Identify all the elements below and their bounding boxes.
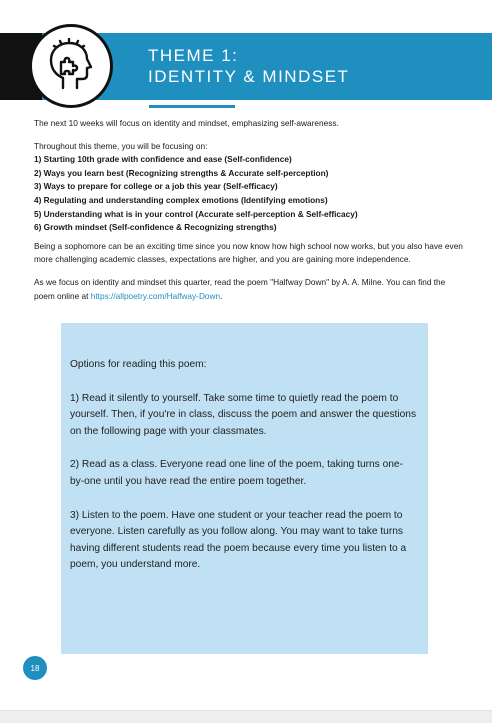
poem-link[interactable]: https://allpoetry.com/Halfway-Down bbox=[90, 290, 221, 301]
focus-item-3: 3) Ways to prepare for college or a job this year (Self-efficacy) bbox=[34, 181, 278, 192]
bottom-bar bbox=[0, 710, 492, 723]
callout-heading: Options for reading this poem: bbox=[70, 359, 207, 370]
intro-paragraph: The next 10 weeks will focus on identity and mindset, emphasizing self-awareness. bbox=[34, 118, 339, 128]
theme-icon-badge bbox=[29, 24, 113, 108]
theme-title-line1: THEME 1: bbox=[148, 46, 239, 65]
focus-item-1: 1) Starting 10th grade with confidence and ease (Self-confidence) bbox=[34, 154, 292, 165]
focus-item-6: 6) Growth mindset (Self-confidence & Recognizing strengths) bbox=[34, 222, 277, 233]
poem-paragraph bbox=[34, 276, 464, 303]
main-content bbox=[34, 117, 464, 303]
title-underline bbox=[149, 105, 235, 108]
theme-title-line2: IDENTITY & MINDSET bbox=[148, 67, 350, 86]
poem-paragraph-text: As we focus on identity and mindset this quarter, read the poem "Halfway Down" by A. A. Milne. You can find the poem online at bbox=[34, 276, 446, 301]
poem-paragraph-end: . bbox=[220, 290, 223, 301]
theme-title bbox=[148, 45, 349, 87]
reading-options-callout bbox=[61, 323, 428, 654]
sophomore-paragraph: Being a sophomore can be an exciting time since you now know how high school now works, but you also have even more challenging academic classes, expectations are higher, and you are gaining more independence. bbox=[34, 240, 463, 265]
page-number: 18 bbox=[23, 656, 47, 680]
head-puzzle-icon bbox=[43, 38, 99, 94]
focus-item-5: 5) Understanding what is in your control (Accurate self-perception & Self-efficacy) bbox=[34, 208, 358, 219]
focus-item-4: 4) Regulating and understanding complex emotions (Identifying emotions) bbox=[34, 194, 328, 205]
callout-option-1: 1) Read it silently to yourself. Take some time to quietly read the poem to yourself. Then, if you're in class, discuss the poem and answer the questions on the following page with your classmates. bbox=[70, 392, 417, 437]
callout-option-2: 2) Read as a class. Everyone read one line of the poem, taking turns one-by-one until you have read the entire poem together. bbox=[70, 459, 403, 487]
callout-option-3: 3) Listen to the poem. Have one student or your teacher read the poem to everyone. Listen carefully as you follow along. You may want to take turns having different students read the poem because every time you listen to a poem, you understand more. bbox=[70, 509, 407, 571]
focus-item-2: 2) Ways you learn best (Recognizing strengths & Accurate self-perception) bbox=[34, 167, 329, 178]
focus-lead: Throughout this theme, you will be focusing on: bbox=[34, 140, 208, 151]
